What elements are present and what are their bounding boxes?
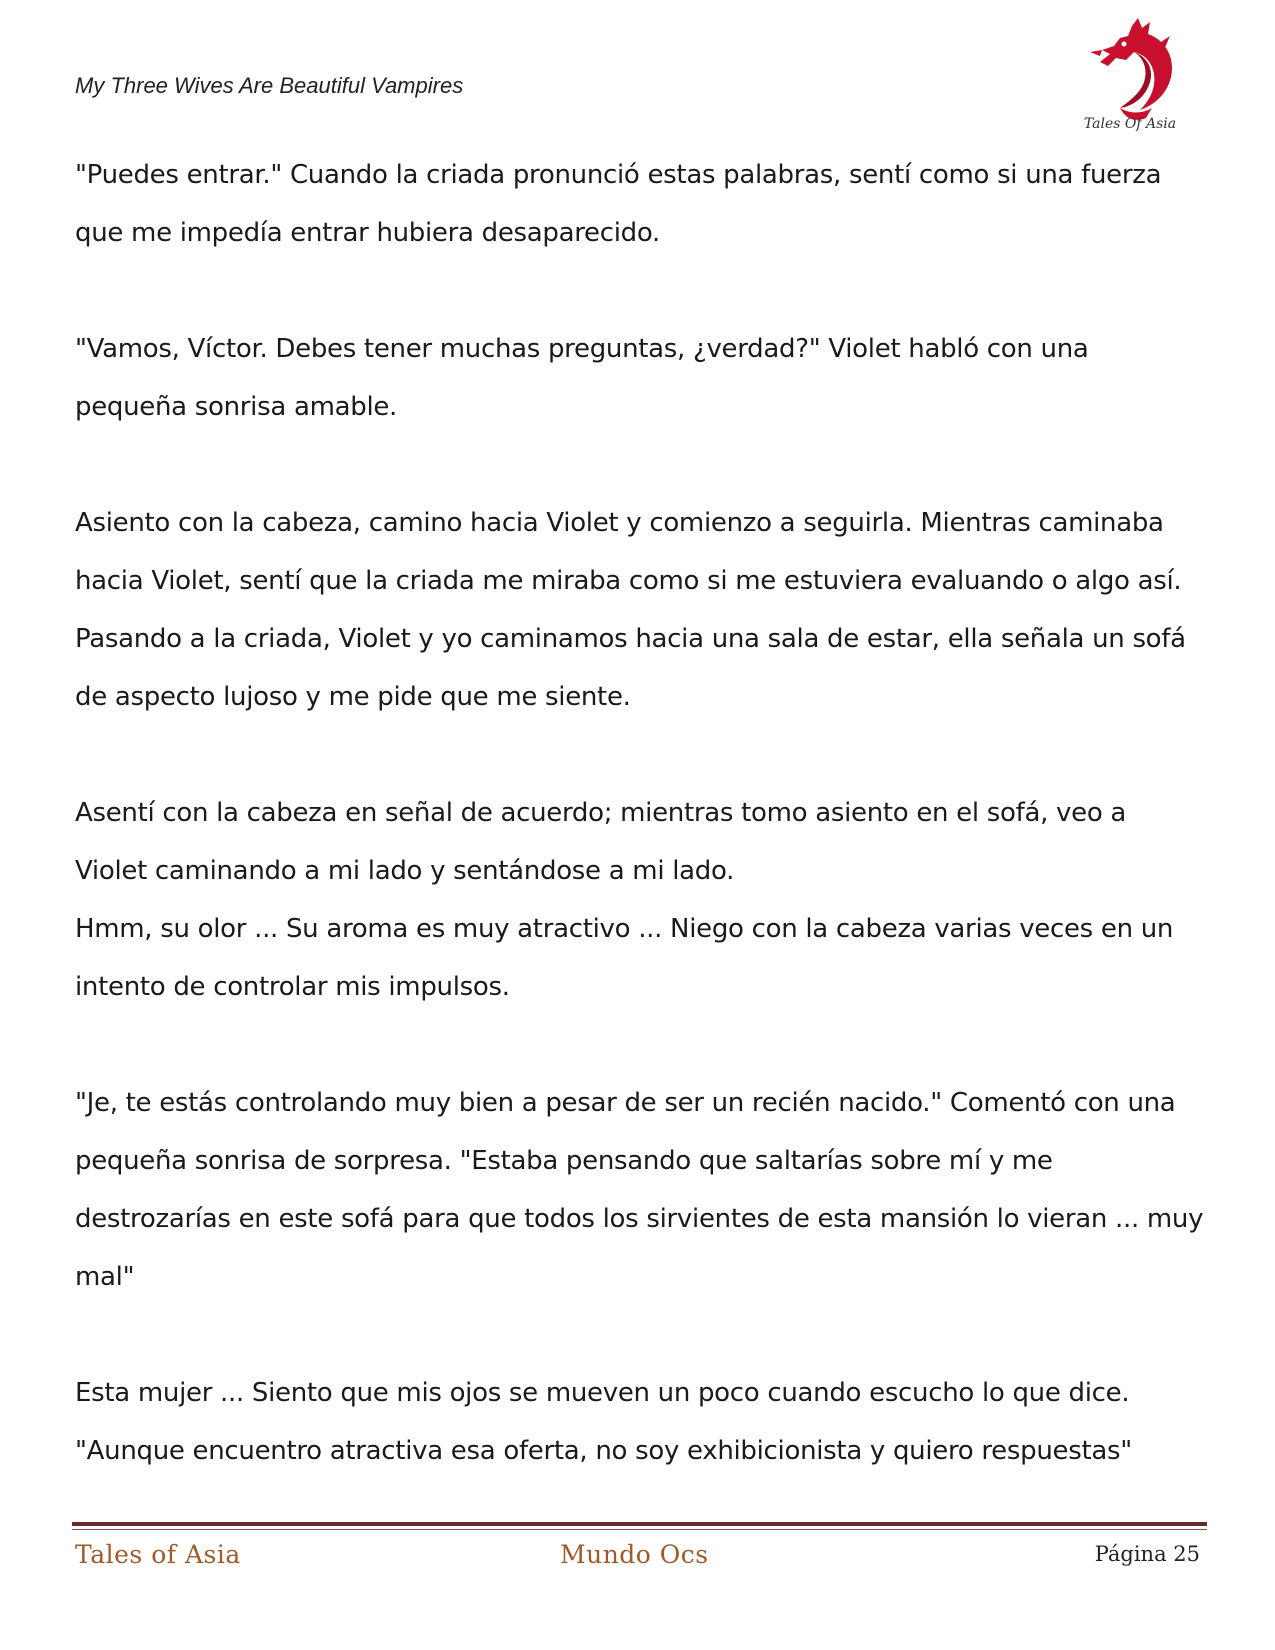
paragraph: Hmm, su olor ... Su aroma es muy atractivo ... Niego con la cabeza varias veces en un intento de controlar mis impulsos. — [75, 914, 1174, 1002]
footer-divider — [72, 1522, 1207, 1526]
logo-text: Tales Of Asia — [1083, 116, 1177, 132]
footer-divider-thin — [72, 1529, 1207, 1530]
paragraph: "Aunque encuentro atractiva esa oferta, no soy exhibicionista y quiero respuestas" — [75, 1436, 1132, 1466]
footer-left-text: Tales of Asia — [75, 1540, 241, 1569]
paragraph: "Je, te estás controlando muy bien a pesar de ser un recién nacido." Comentó con una pequeña sonrisa de sorpresa. "Estaba pensando que saltarías sobre mí y me destrozarías en este sofá para que todos los sirvientes de esta mansión lo vieran ... muy mal" — [75, 1088, 1204, 1292]
paragraph: Esta mujer ... Siento que mis ojos se mueven un poco cuando escucho lo que dice. — [75, 1378, 1130, 1408]
paragraph: Asiento con la cabeza, camino hacia Violet y comienzo a seguirla. Mientras caminaba hacia Violet, sentí que la criada me miraba como si me estuviera evaluando o algo así. Pasando a la criada, Violet y yo caminamos hacia una sala de estar, ella señala un sofá de aspecto lujoso y me pide que me siente. — [75, 508, 1186, 712]
document-body — [75, 146, 1205, 1480]
paragraph: "Puedes entrar." Cuando la criada pronunció estas palabras, sentí como si una fuerza que me impedía entrar hubiera desaparecido. — [75, 160, 1162, 248]
document-header-title: My Three Wives Are Beautiful Vampires — [75, 73, 464, 98]
footer-center-text: Mundo Ocs — [560, 1540, 709, 1569]
page-number: Página 25 — [1094, 1542, 1200, 1566]
paragraph: Asentí con la cabeza en señal de acuerdo; mientras tomo asiento en el sofá, veo a Violet caminando a mi lado y sentándose a mi lado. — [75, 798, 1127, 886]
paragraph: "Vamos, Víctor. Debes tener muchas preguntas, ¿verdad?" Violet habló con una pequeña sonrisa amable. — [75, 334, 1089, 422]
